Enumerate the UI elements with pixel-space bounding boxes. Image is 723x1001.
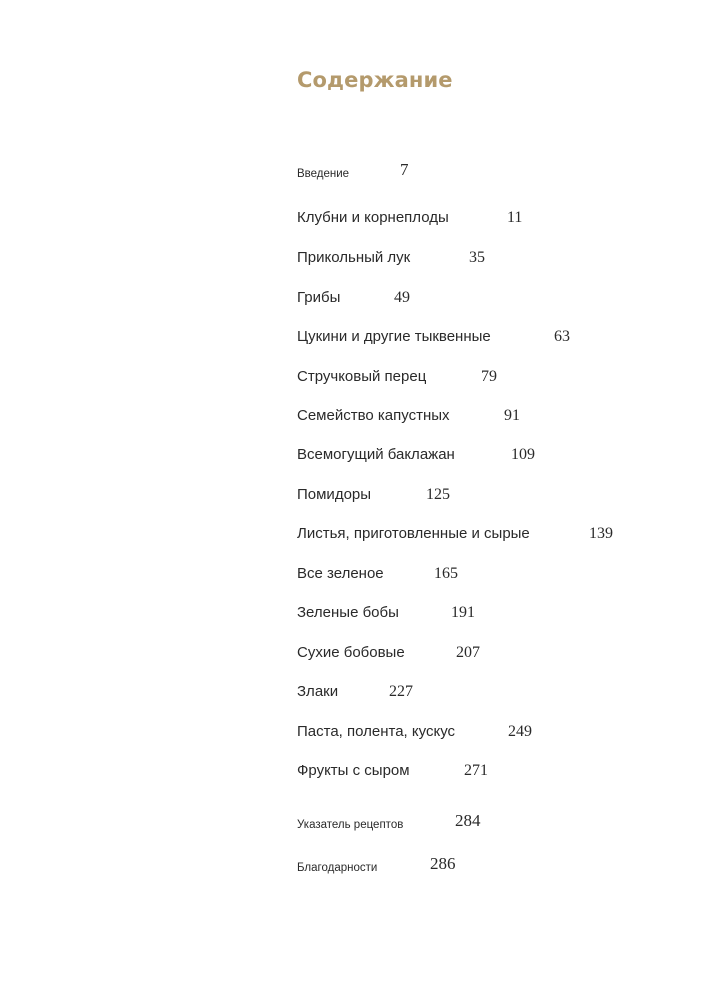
- toc-entry-page: 63: [554, 328, 570, 345]
- toc-entry-page: 284: [455, 811, 481, 830]
- toc-entry-tomatoes: [297, 485, 450, 505]
- toc-entry-page: 79: [481, 368, 497, 385]
- toc-entry-onion: [297, 248, 485, 268]
- toc-entry-label: Указатель рецептов: [297, 819, 404, 831]
- toc-entry-page: 165: [434, 565, 458, 582]
- toc-entry-label: Цукини и другие тыквенные: [297, 328, 491, 345]
- toc-entry-page: 109: [511, 446, 535, 463]
- toc-entry-label: Паста, полента, кускус: [297, 723, 456, 740]
- toc-entry-fruit-cheese: [297, 761, 488, 781]
- toc-entry-page: 91: [504, 407, 520, 424]
- toc-entry-page: 49: [394, 289, 410, 306]
- toc-entry-pasta: [297, 722, 532, 742]
- toc-entry-label: Введение: [297, 168, 350, 180]
- toc-entry-page: 191: [451, 604, 475, 621]
- toc-entry-page: 35: [469, 249, 485, 266]
- toc-entry-label: Клубни и корнеплоды: [297, 209, 449, 226]
- toc-entry-tubers: [297, 208, 523, 228]
- toc-entry-acknowledgements: [297, 854, 456, 878]
- toc-entry-page: 286: [430, 854, 456, 873]
- toc-entry-label: Благодарности: [297, 862, 378, 874]
- toc-entry-page: 125: [426, 486, 450, 503]
- toc-entry-label: Семейство капустных: [297, 407, 450, 424]
- toc-entry-page: 139: [589, 525, 613, 542]
- toc-entry-zucchini: [297, 327, 570, 347]
- toc-entry-peppers: [297, 367, 497, 387]
- toc-entry-label: Все зеленое: [297, 565, 384, 582]
- toc-entry-leaves: [297, 524, 613, 544]
- toc-entry-label: Всемогущий баклажан: [297, 446, 455, 463]
- toc-entry-page: 249: [508, 723, 532, 740]
- toc-entry-brassicas: [297, 406, 520, 426]
- toc-entry-label: Зеленые бобы: [297, 604, 399, 621]
- toc-entry-page: 271: [464, 762, 488, 779]
- toc-entry-page: 11: [507, 209, 523, 226]
- toc-entry-label: Грибы: [297, 289, 341, 306]
- toc-entry-green-beans: [297, 603, 475, 623]
- toc-entry-label: Фрукты с сыром: [297, 762, 410, 779]
- toc-entry-mushrooms: [297, 288, 410, 308]
- toc-entry-label: Прикольный лук: [297, 249, 411, 266]
- toc-entry-page: 227: [389, 683, 413, 700]
- toc-entry-grains: [297, 682, 413, 702]
- toc-entry-recipe-index: [297, 811, 481, 835]
- toc-entry-label: Сухие бобовые: [297, 644, 405, 661]
- toc-entry-dry-beans: [297, 643, 480, 663]
- toc-entry-introduction: [297, 160, 409, 184]
- toc-entry-eggplant: [297, 445, 535, 465]
- toc-entry-label: Помидоры: [297, 486, 372, 503]
- toc-entry-page: 207: [456, 644, 480, 661]
- toc-entry-label: Стручковый перец: [297, 368, 427, 385]
- page-title: Содержание: [297, 68, 453, 92]
- toc-entry-label: Злаки: [297, 683, 339, 700]
- toc-entry-greens: [297, 564, 458, 584]
- toc-entry-page: 7: [400, 160, 409, 179]
- toc-entry-label: Листья, приготовленные и сырые: [297, 525, 530, 542]
